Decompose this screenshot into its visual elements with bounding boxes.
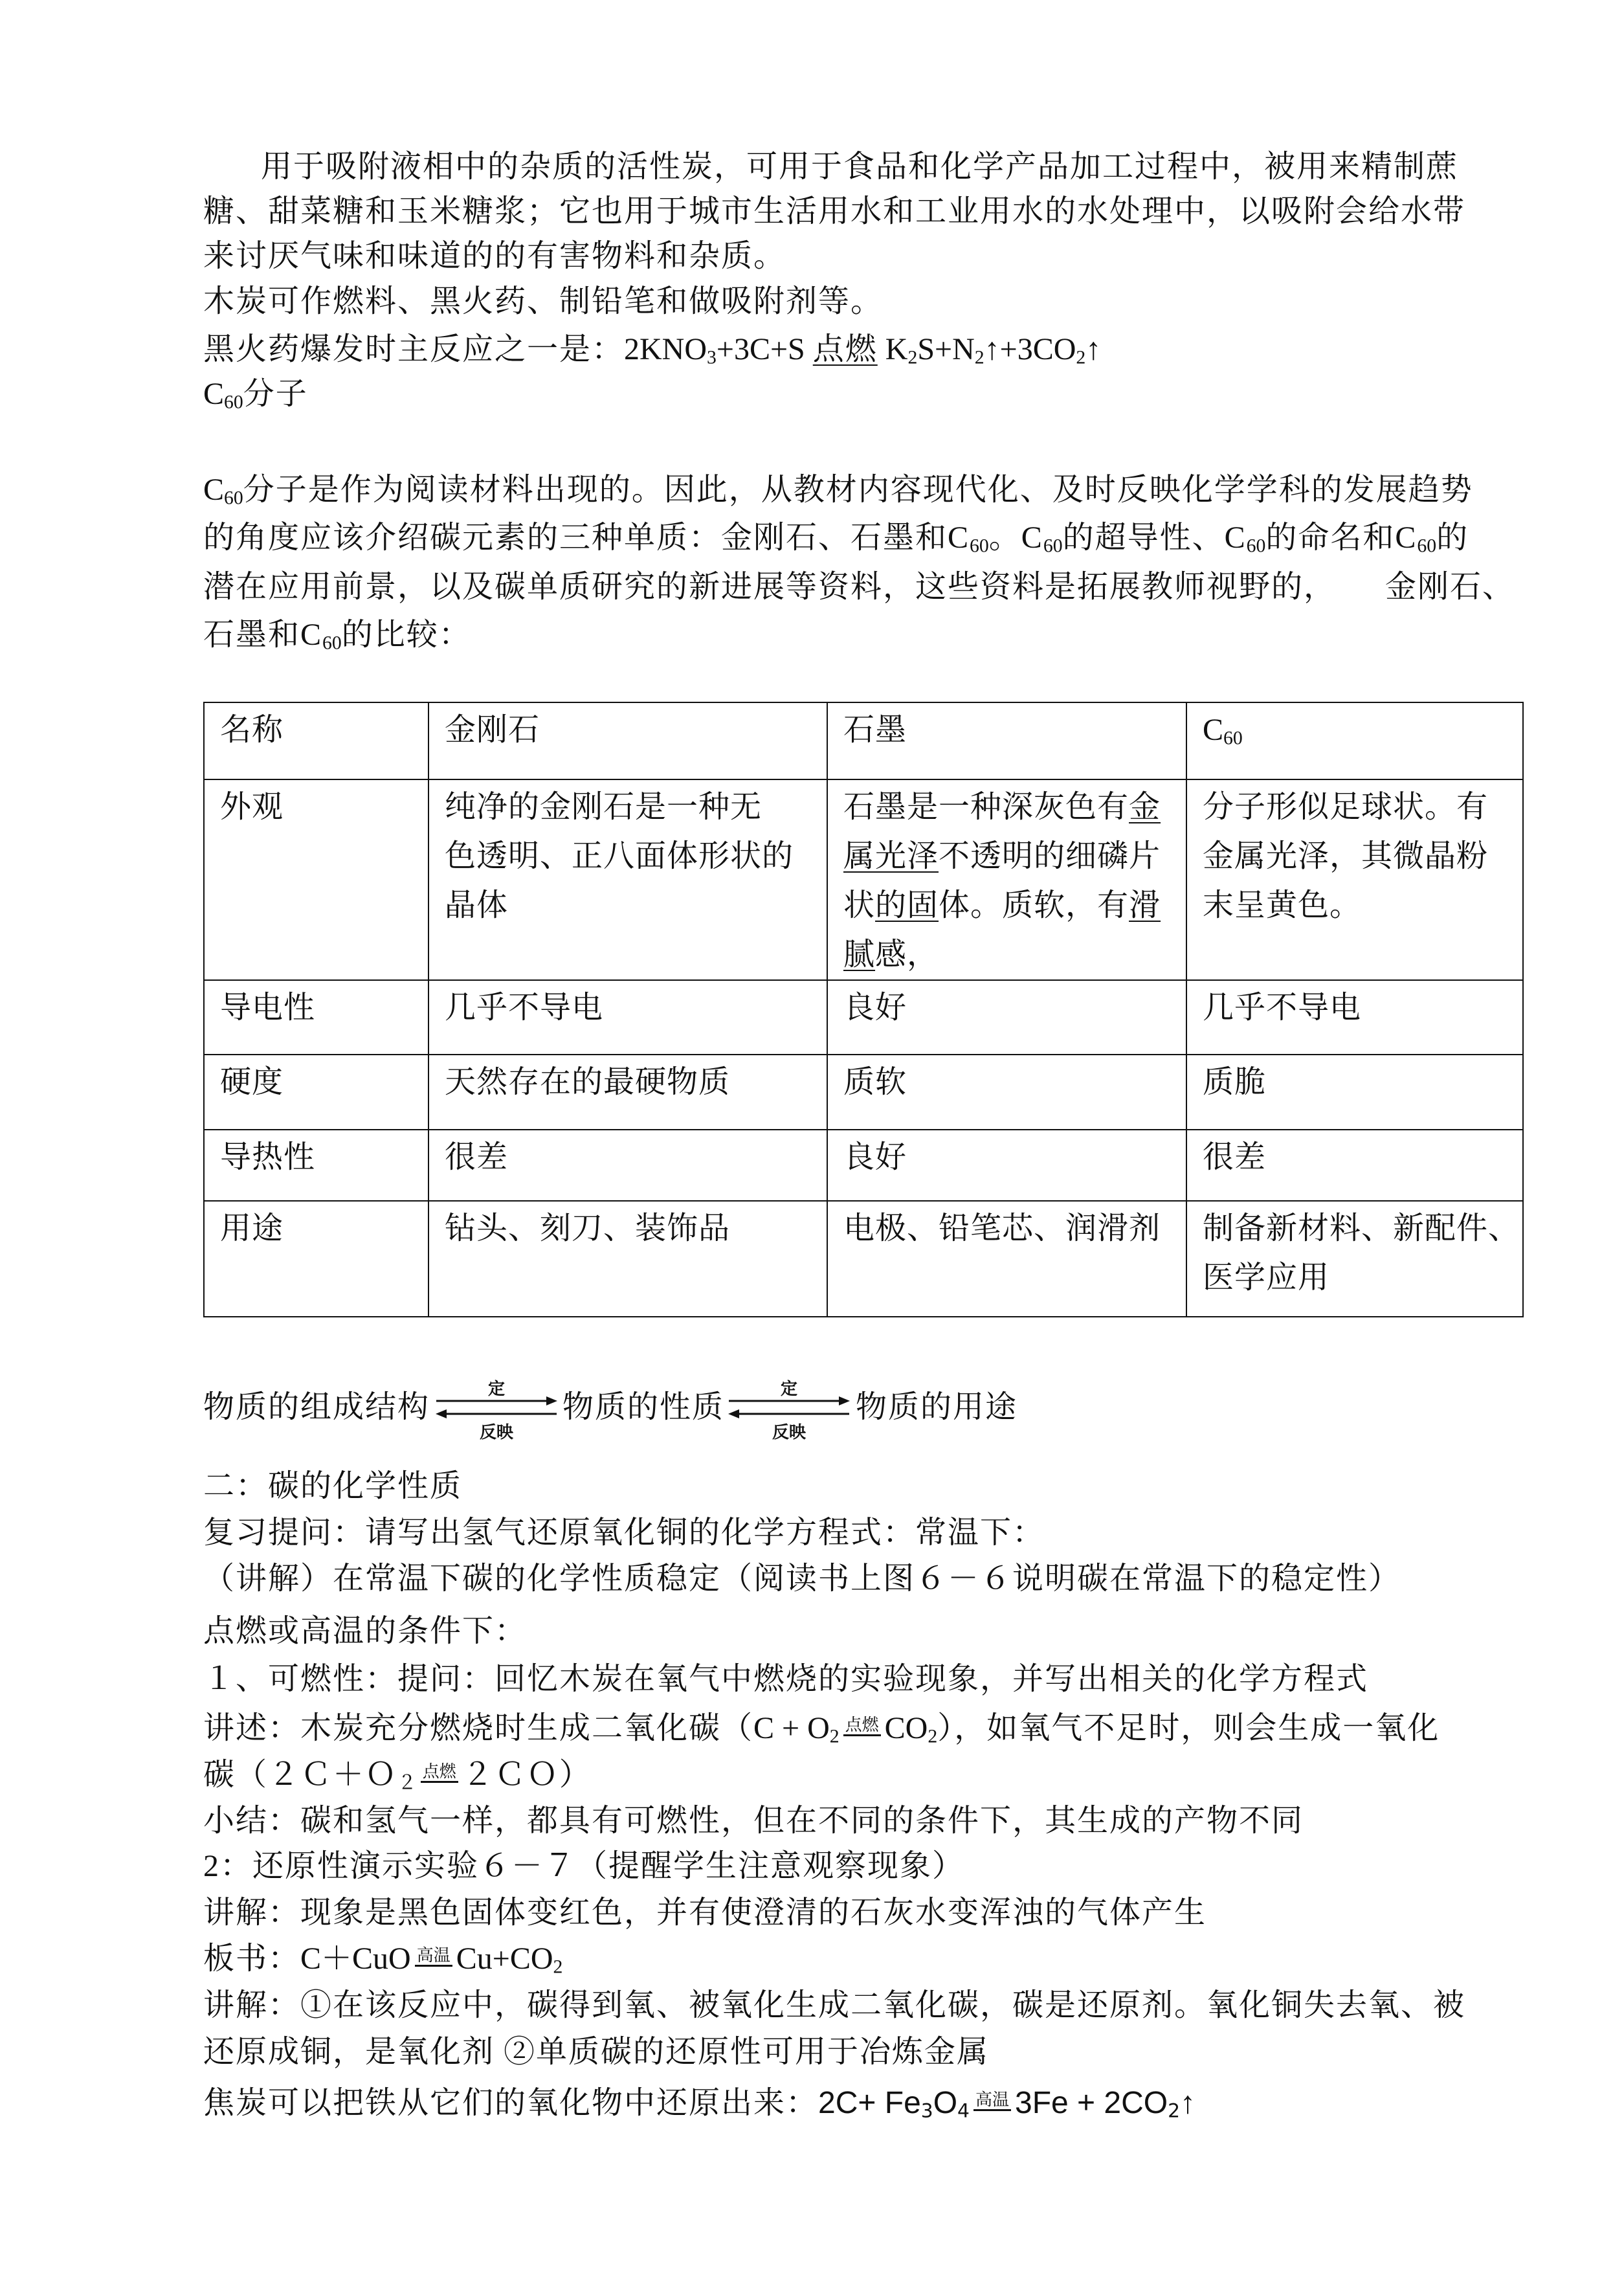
- c60-paragraph-line-4: [203, 616, 471, 654]
- formula-segment: Cu+CO: [456, 1941, 553, 1976]
- combustion-line-2: [203, 1756, 592, 1795]
- cell-text: 导电性: [220, 990, 316, 1025]
- table-header-row: [204, 702, 1523, 779]
- underlined-term: 金: [1129, 790, 1161, 824]
- text-segment: 的: [1436, 520, 1469, 555]
- cell-text: 外观: [220, 790, 284, 824]
- c60-cell: [1186, 1055, 1523, 1130]
- cell-line: 分子形似足球状。有: [1203, 790, 1489, 824]
- subscript: 60: [224, 391, 243, 413]
- row-label: [204, 980, 428, 1055]
- graphite-cell: [827, 980, 1186, 1055]
- subscript: 60: [224, 487, 243, 509]
- cell-line: 金属光泽，其微晶粉: [1203, 839, 1489, 873]
- subscript: 3: [920, 2099, 933, 2123]
- analysis-line-2: 还原成铜，是氧化剂 ②单质碳的还原性可用于冶炼金属: [203, 2035, 990, 2069]
- intro-line-3: 来讨厌气味和味道的的有害物料和杂质。: [203, 239, 786, 273]
- text-segment: 。C: [988, 520, 1043, 555]
- combustion-line-1: [203, 1709, 1440, 1748]
- cell-text: 导热性: [220, 1140, 316, 1174]
- cell-text: 名称: [220, 713, 284, 747]
- c60-paragraph-line-3: [203, 568, 1515, 607]
- cell-text: 几乎不导电: [445, 990, 604, 1025]
- text-segment: 焦炭可以把铁从它们的氧化物中还原出来：: [203, 2085, 819, 2121]
- reaction-condition: 点燃: [843, 1716, 881, 1736]
- relation-node-use: 物质的用途: [856, 1389, 1018, 1425]
- text-segment: ２ＣＯ）: [462, 1758, 592, 1792]
- arrow-label-forward: 定: [487, 1380, 505, 1399]
- cell-line: 末呈黄色。: [1203, 888, 1362, 923]
- formula-segment: +3C+S: [716, 332, 813, 366]
- relation-arrow-2: [728, 1374, 851, 1446]
- graphite-cell: [827, 1201, 1186, 1317]
- formula-segment: S+N: [917, 332, 975, 366]
- c60-paragraph-line-2: [203, 519, 1469, 557]
- text-segment: 不透明的细磷片: [939, 839, 1161, 873]
- text-segment: 的超导性、C: [1062, 520, 1247, 555]
- graphite-cell: [827, 779, 1186, 980]
- text-segment: 碳（２Ｃ＋Ｏ: [203, 1758, 398, 1792]
- combustibility-question: １、可燃性：提问：回忆木炭在氧气中燃烧的实验现象，并写出相关的化学方程式: [203, 1662, 1369, 1696]
- cell-text: 很差: [445, 1140, 509, 1174]
- table-row-thermal-conductivity: [204, 1130, 1523, 1201]
- phenomenon-line: 讲解：现象是黑色固体变红色，并有使澄清的石灰水变浑浊的气体产生: [203, 1896, 1207, 1930]
- subscript: 3: [707, 346, 717, 368]
- formula-segment: O: [933, 2086, 958, 2120]
- conditions-line: 点燃或高温的条件下：: [203, 1614, 528, 1648]
- subscript: 2: [1076, 346, 1086, 368]
- c60-cell: [1186, 779, 1523, 980]
- formula-segment: ↑: [1180, 2086, 1196, 2120]
- formula-segment: K: [877, 332, 908, 366]
- diamond-cell: [428, 980, 827, 1055]
- cell-text: 天然存在的最硬物质: [445, 1065, 731, 1099]
- double-arrow-icon: [728, 1394, 851, 1422]
- table-row-conductivity: [204, 980, 1523, 1055]
- reducibility-line: 2：还原性演示实验６－７（提醒学生注意观察现象）: [203, 1849, 965, 1883]
- cell-line: [843, 783, 1186, 832]
- subscript: 60: [1246, 535, 1266, 557]
- row-label: [204, 1055, 428, 1130]
- subscript: 2: [1168, 2099, 1181, 2123]
- relation-node-structure: 物质的组成结构: [203, 1389, 430, 1425]
- arrow-label-backward: 反映: [772, 1423, 806, 1442]
- text-segment: ），如氧气不足时，则会生成一氧化: [937, 1711, 1440, 1745]
- formula-segment: C: [203, 473, 225, 507]
- cell-text: 良好: [843, 1140, 907, 1174]
- formula-segment: CO: [884, 1711, 928, 1745]
- text-segment: 金刚石、: [1385, 570, 1515, 604]
- header-cell-name: [204, 702, 428, 779]
- stability-note: （讲解）在常温下碳的化学性质稳定（阅读书上图６－６说明碳在常温下的稳定性）: [203, 1561, 1401, 1596]
- diamond-cell: [428, 1201, 827, 1317]
- text-segment: 感，: [875, 937, 939, 972]
- header-cell-c60: [1186, 702, 1523, 779]
- formula-segment: 3Fe + 2CO: [1015, 2086, 1168, 2120]
- iron-smelting-line: [203, 2083, 1196, 2122]
- text-segment: 体。质软，有: [939, 888, 1129, 923]
- text-segment: 黑火药爆发时主反应之一是：: [203, 332, 625, 366]
- cell-line: 医学应用: [1203, 1260, 1330, 1295]
- text-segment: 潜在应用前景，以及碳单质研究的新进展等资料，这些资料是拓展教师视野的，: [203, 570, 1337, 604]
- text-segment: 石墨是一种深灰色有: [843, 790, 1129, 824]
- graphite-cell: [827, 1055, 1186, 1130]
- review-question: 复习提问：请写出氢气还原氧化铜的化学方程式：常温下：: [203, 1516, 1045, 1550]
- underlined-term: 腻: [843, 937, 876, 972]
- subscript: ２: [397, 1772, 417, 1794]
- arrow-label-forward: 定: [780, 1380, 797, 1399]
- board-equation-line: [203, 1940, 562, 1978]
- subscript: 60: [970, 535, 989, 557]
- gunpowder-equation-line: [203, 330, 1101, 369]
- text-segment: 石墨和C: [203, 618, 323, 652]
- cell-line: 制备新材料、新配件、: [1203, 1211, 1520, 1246]
- formula-segment: C + O: [753, 1711, 830, 1745]
- comparison-table: [203, 702, 1524, 1317]
- relation-arrow-1: [435, 1374, 558, 1446]
- c60-cell: [1186, 1201, 1523, 1317]
- text-segment: 的命名和C: [1265, 520, 1418, 555]
- cell-line: [843, 930, 1186, 979]
- reaction-condition: 点燃: [421, 1763, 458, 1783]
- cell-text: 金刚石: [445, 713, 540, 747]
- formula-segment: C: [203, 377, 225, 411]
- table-row-uses: [204, 1201, 1523, 1317]
- subscript: 60: [1043, 535, 1063, 557]
- cell-text: 硬度: [220, 1065, 284, 1099]
- text-segment: 的角度应该介绍碳元素的三种单质：金刚石、石墨和C: [203, 520, 970, 555]
- text-segment: 分子: [243, 377, 308, 411]
- reaction-condition: 高温: [973, 2091, 1011, 2111]
- subscript: 2: [907, 346, 918, 368]
- cell-text: 钻头、刻刀、装饰品: [445, 1211, 731, 1246]
- table-row-appearance: [204, 779, 1523, 980]
- cell-text: [1203, 706, 1522, 755]
- cell-text: 良好: [843, 990, 907, 1025]
- cell-line: [843, 832, 1186, 881]
- intro-line-1: 用于吸附液相中的杂质的活性炭，可用于食品和化学产品加工过程中，被用来精制蔗: [261, 150, 1459, 184]
- reaction-condition: 高温: [415, 1947, 452, 1967]
- diamond-cell: [428, 1055, 827, 1130]
- diamond-cell: [428, 1130, 827, 1201]
- header-cell-graphite: [827, 702, 1186, 779]
- cell-line: 色透明、正八面体形状的: [445, 839, 794, 873]
- formula-segment: 2KNO: [624, 332, 707, 366]
- c60-paragraph-line-1: [203, 471, 1473, 509]
- cell-text: 很差: [1203, 1140, 1267, 1174]
- cell-line: 纯净的金刚石是一种无: [445, 790, 762, 824]
- formula-segment: ↑+3CO: [984, 332, 1076, 366]
- table-row-hardness: [204, 1055, 1523, 1130]
- row-label: [204, 779, 428, 980]
- underlined-term: 属光泽: [843, 839, 939, 873]
- text-segment: 状: [843, 888, 876, 923]
- intro-line-2: 糖、甜菜糖和玉米糖浆；它也用于城市生活用水和工业用水的水处理中，以吸附会给水带: [203, 194, 1466, 229]
- cell-line: 晶体: [445, 888, 509, 923]
- row-label: [204, 1130, 428, 1201]
- text-segment: 讲述：木炭充分燃烧时生成二氧化碳（: [203, 1711, 754, 1745]
- summary-line: 小结：碳和氢气一样，都具有可燃性，但在不同的条件下，其生成的产物不同: [203, 1804, 1304, 1838]
- subscript: 2: [974, 346, 984, 368]
- subscript: 2: [928, 1725, 938, 1747]
- text-segment: 板书：: [203, 1941, 301, 1976]
- cell-text: 质软: [843, 1065, 907, 1099]
- subscript: 60: [1417, 535, 1437, 557]
- reaction-condition: 点燃: [812, 332, 878, 366]
- graphite-cell: [827, 1130, 1186, 1201]
- arrow-label-backward: 反映: [479, 1423, 513, 1442]
- c60-cell: [1186, 1130, 1523, 1201]
- formula-segment: ↑: [1085, 332, 1102, 366]
- c60-cell: [1186, 980, 1523, 1055]
- subscript: 60: [1223, 727, 1243, 749]
- cell-text: 几乎不导电: [1203, 990, 1362, 1025]
- header-cell-diamond: [428, 702, 827, 779]
- cell-text: 质脆: [1203, 1065, 1267, 1099]
- text-segment: 分子是作为阅读材料出现的。因此，从教材内容现代化、及时反映化学学科的发展趋势: [243, 473, 1473, 507]
- underlined-term: 滑: [1129, 888, 1161, 923]
- cell-text: 石墨: [843, 713, 907, 747]
- subscript: 2: [829, 1725, 840, 1747]
- formula-segment: C: [1203, 713, 1224, 747]
- double-arrow-icon: [435, 1394, 558, 1422]
- section-heading: 二：碳的化学性质: [203, 1469, 463, 1503]
- underlined-term: 的固: [875, 888, 939, 923]
- charcoal-uses-line: 木炭可作燃料、黑火药、制铅笔和做吸附剂等。: [203, 284, 884, 319]
- analysis-line-1: 讲解：①在该反应中，碳得到氧、被氧化生成二氧化碳，碳是还原剂。氧化铜失去氧、被: [203, 1988, 1466, 2022]
- subscript: 2: [553, 1956, 563, 1978]
- cell-text: 用途: [220, 1211, 284, 1246]
- formula-segment: C＋CuO: [300, 1941, 411, 1976]
- row-label: [204, 1201, 428, 1317]
- subscript: 60: [322, 632, 342, 654]
- formula-segment: 2C+ Fe: [818, 2086, 921, 2120]
- cell-text: 电极、铅笔芯、润滑剂: [843, 1211, 1161, 1246]
- diamond-cell: [428, 779, 827, 980]
- subscript: 4: [957, 2099, 970, 2123]
- relation-node-property: 物质的性质: [562, 1389, 725, 1425]
- cell-line: [843, 881, 1186, 930]
- c60-title: [203, 375, 308, 414]
- text-segment: 的比较：: [341, 618, 471, 652]
